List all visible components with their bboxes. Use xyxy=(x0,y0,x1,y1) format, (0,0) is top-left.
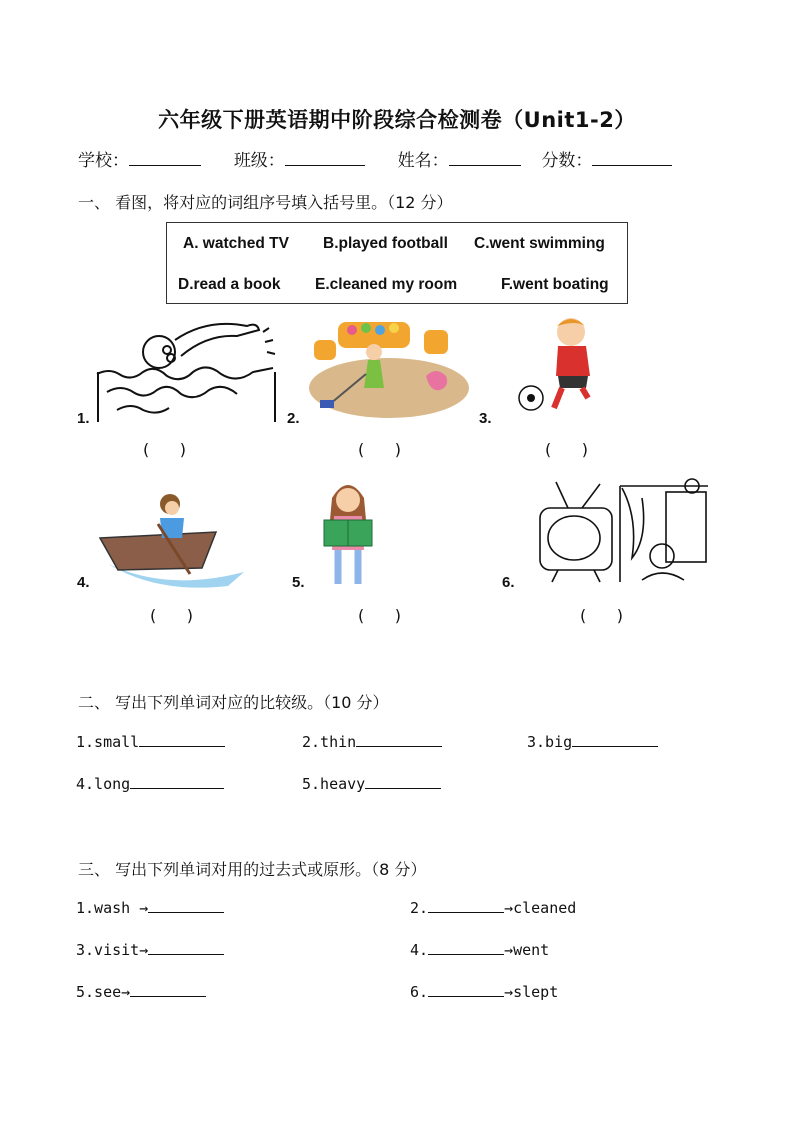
past-tense-item: 1.wash → xyxy=(76,899,224,917)
comparative-item: 3.big xyxy=(527,733,658,751)
option-d: D.read a book xyxy=(178,276,281,293)
answer-parentheses[interactable]: ( ) xyxy=(358,440,401,459)
picture-number: 2. xyxy=(287,410,300,427)
answer-parentheses[interactable]: ( ) xyxy=(358,606,401,625)
name-field[interactable] xyxy=(449,151,521,166)
watching-tv-icon xyxy=(538,478,708,588)
answer-parentheses[interactable]: ( ) xyxy=(580,606,623,625)
past-tense-item: 5.see→ xyxy=(76,983,206,1001)
name-label: 姓名： xyxy=(397,151,449,171)
comparative-item: 2.thin xyxy=(302,733,442,751)
class-field[interactable] xyxy=(285,151,365,166)
score-field[interactable] xyxy=(592,151,672,166)
option-b: B.played football xyxy=(323,235,448,252)
student-info-row xyxy=(78,146,672,171)
swimming-icon xyxy=(97,312,279,424)
reading-icon xyxy=(318,476,378,588)
school-field[interactable] xyxy=(129,151,201,166)
answer-blank[interactable] xyxy=(130,984,206,997)
past-tense-item: 3.visit→ xyxy=(76,941,224,959)
answer-blank[interactable] xyxy=(130,776,224,789)
answer-parentheses[interactable]: ( ) xyxy=(545,440,588,459)
section3-heading: 三、 写出下列单词对用的过去式或原形。（8 分） xyxy=(78,860,427,879)
answer-blank[interactable] xyxy=(572,734,658,747)
answer-blank[interactable] xyxy=(365,776,441,789)
section1-heading: 一、 看图，将对应的词组序号填入括号里。（12 分） xyxy=(78,193,453,212)
option-c: C.went swimming xyxy=(474,235,605,252)
option-e: E.cleaned my room xyxy=(315,276,458,293)
answer-parentheses[interactable]: ( ) xyxy=(150,606,193,625)
answer-blank[interactable] xyxy=(428,942,504,955)
comparative-item: 4.long xyxy=(76,775,224,793)
answer-blank[interactable] xyxy=(148,942,224,955)
past-tense-item: 6. →slept xyxy=(410,983,559,1001)
answer-blank[interactable] xyxy=(428,900,504,913)
picture-number: 4. xyxy=(77,574,90,591)
answer-blank[interactable] xyxy=(148,900,224,913)
option-f: F.went boating xyxy=(501,276,609,293)
word-options-box xyxy=(166,222,628,304)
option-a: A. watched TV xyxy=(183,235,289,252)
class-label: 班级： xyxy=(233,151,285,171)
picture-number: 6. xyxy=(502,574,515,591)
answer-blank[interactable] xyxy=(428,984,504,997)
past-tense-item: 4. →went xyxy=(410,941,550,959)
section2-heading: 二、 写出下列单词对应的比较级。（10 分） xyxy=(78,693,389,712)
answer-blank[interactable] xyxy=(356,734,442,747)
cleaning-room-icon xyxy=(308,316,470,418)
comparative-item: 5.heavy xyxy=(302,775,441,793)
school-label: 学校： xyxy=(78,151,129,171)
picture-number: 3. xyxy=(479,410,492,427)
football-icon xyxy=(516,314,598,416)
answer-parentheses[interactable]: ( ) xyxy=(143,440,186,459)
score-label: 分数： xyxy=(541,151,593,171)
past-tense-item: 2. →cleaned xyxy=(410,899,577,917)
answer-blank[interactable] xyxy=(139,734,225,747)
boating-icon xyxy=(98,492,246,588)
picture-number: 5. xyxy=(292,574,305,591)
comparative-item: 1.small xyxy=(76,733,225,751)
page-title: 六年级下册英语期中阶段综合检测卷（Unit1-2） xyxy=(158,108,636,132)
picture-number: 1. xyxy=(77,410,90,427)
